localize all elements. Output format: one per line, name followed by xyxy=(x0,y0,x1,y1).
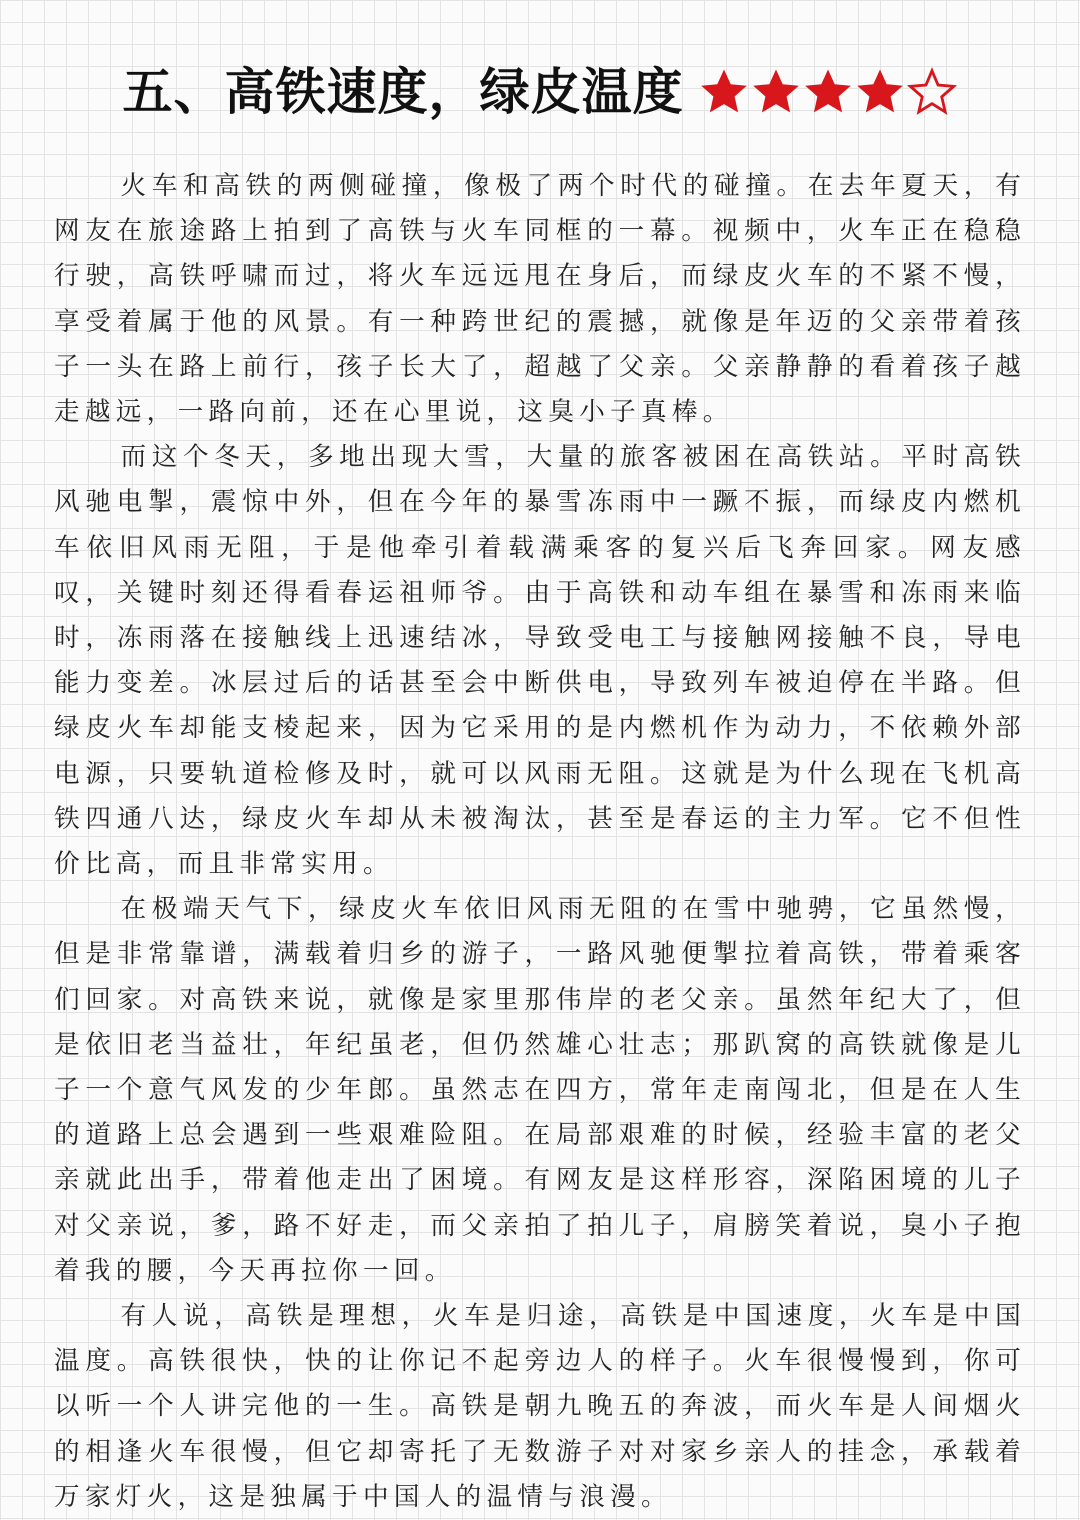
star-filled-icon xyxy=(802,66,854,118)
star-filled-icon xyxy=(854,66,906,118)
paragraph: 在极端天气下，绿皮火车依旧风雨无阻的在雪中驰骋，它虽然慢，但是非常靠谱，满载着归乡的游子，一路风驰便掣拉着高铁，带着乘客们回家。对高铁来说，就像是家里那伟岸的老父亲。虽然年纪大了，但是依旧老当益壮，年纪虽老，但仍然雄心壮志；那趴窝的高铁就像是儿子一个意气风发的少年郎。虽然志在四方，常年走南闯北，但是在人生的道路上总会遇到一些艰难险阻。在局部艰难的时候，经验丰富的老父亲就此出手，带着他走出了困境。有网友是这样形容，深陷困境的儿子对父亲说，爹，路不好走，而父亲拍了拍儿子，肩膀笑着说，臭小子抱着我的腰，今天再拉你一回。 xyxy=(54,894,1026,1286)
paragraph: 火车和高铁的两侧碰撞，像极了两个时代的碰撞。在去年夏天，有网友在旅途路上拍到了高铁与火车同框的一幕。视频中，火车正在稳稳行驶，高铁呼啸而过，将火车远远甩在身后，而绿皮火车的不紧不慢，享受着属于他的风景。有一种跨世纪的震撼，就像是年迈的父亲带着孩子一头在路上前行，孩子长大了，超越了父亲。父亲静静的看着孩子越走越远，一路向前，还在心里说，这臭小子真棒。 xyxy=(54,171,1026,428)
paragraph: 而这个冬天，多地出现大雪，大量的旅客被困在高铁站。平时高铁风驰电掣，震惊中外，但在今年的暴雪冻雨中一蹶不振，而绿皮内燃机车依旧风雨无阻，于是他牵引着载满乘客的复兴后飞奔回家。网友感叹，关键时刻还得看春运祖师爷。由于高铁和动车组在暴雪和冻雨来临时，冻雨落在接触线上迅速结冰，导致受电工与接触网接触不良，导电能力变差。冰层过后的话甚至会中断供电，导致列车被迫停在半路。但绿皮火车却能支棱起来，因为它采用的是内燃机作为动力，不依赖外部电源，只要轨道检修及时，就可以风雨无阻。这就是为什么现在飞机高铁四通八达，绿皮火车却从未被淘汰，甚至是春运的主力军。它不但性价比高，而且非常实用。 xyxy=(54,442,1026,880)
section-title: 五、高铁速度，绿皮温度 xyxy=(122,63,684,121)
article-body xyxy=(54,164,1026,1520)
star-rating xyxy=(698,66,958,118)
title-row xyxy=(54,60,1026,124)
star-filled-icon xyxy=(698,66,750,118)
star-empty-icon xyxy=(906,66,958,118)
star-filled-icon xyxy=(750,66,802,118)
paragraph: 有人说，高铁是理想，火车是归途，高铁是中国速度，火车是中国温度。高铁很快，快的让你记不起旁边人的样子。火车很慢慢到，你可以听一个人讲完他的一生。高铁是朝九晚五的奔波，而火车是人间烟火的相逢火车很慢，但它却寄托了无数游子对对家乡亲人的挂念，承载着万家灯火，这是独属于中国人的温情与浪漫。 xyxy=(54,1301,1026,1512)
